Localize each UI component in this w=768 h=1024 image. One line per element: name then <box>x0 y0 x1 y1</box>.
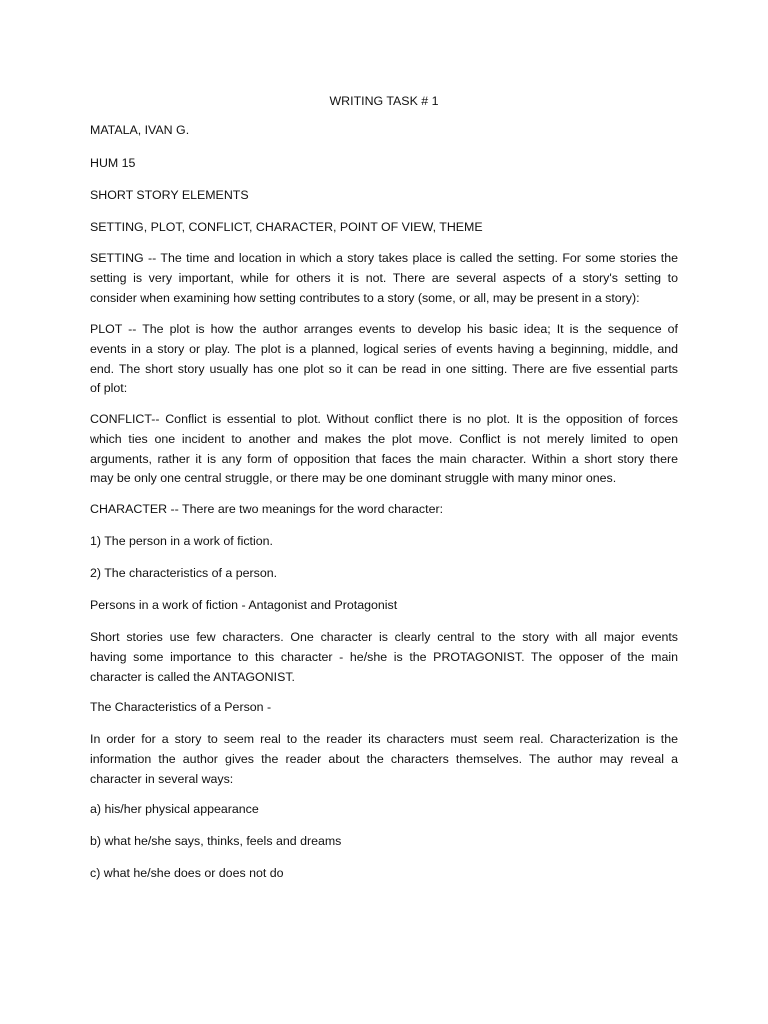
paragraph-line: having some importance to this character - he/she is the PROTAGONIST. The opposer of the main <box>90 649 678 664</box>
paragraph-line: character in several ways: <box>90 771 234 786</box>
persons-heading: Persons in a work of fiction - Antagonist and Protagonist <box>90 598 398 612</box>
paragraph-line: events in a story or play. The plot is a planned, logical series of events having a beginning, middle, and <box>90 341 678 356</box>
paragraph-line: PLOT -- The plot is how the author arranges events to develop his basic idea; It is the sequence of <box>90 322 678 336</box>
paragraph-line: setting is very important, while for others it is not. There are several aspects of a story's setting to <box>90 270 678 285</box>
paragraph-line: end. The short story usually has one plot so it can be read in one sitting. There are five essential parts <box>90 361 678 376</box>
conflict-paragraph <box>90 410 678 489</box>
characteristics-heading: The Characteristics of a Person - <box>90 700 272 714</box>
way-c: c) what he/she does or does not do <box>90 866 284 880</box>
paragraph-line: arguments, rather it is any form of opposition that faces the main character. Within a short story there <box>90 451 678 466</box>
way-a: a) his/her physical appearance <box>90 802 259 816</box>
paragraph-line: character is called the ANTAGONIST. <box>90 669 295 684</box>
course-code: HUM 15 <box>90 156 136 170</box>
character-meaning-1: 1) The person in a work of fiction. <box>90 534 273 548</box>
paragraph-line: CONFLICT-- Conflict is essential to plot. Without conflict there is no plot. It is the opposition of forces <box>90 412 678 426</box>
paragraph-line: may be only one central struggle, or there may be one dominant struggle with many minor ones. <box>90 471 617 486</box>
paragraph-line: Short stories use few characters. One character is clearly central to the story with all major events <box>90 630 678 644</box>
short-stories-paragraph <box>90 628 678 687</box>
paragraph-line: consider when examining how setting contributes to a story (some, or all, may be present in a story): <box>90 290 640 305</box>
paragraph-line: In order for a story to seem real to the reader its characters must seem real. Characterization is the <box>90 732 678 746</box>
topic-heading: SHORT STORY ELEMENTS <box>90 188 249 202</box>
elements-list: SETTING, PLOT, CONFLICT, CHARACTER, POINT OF VIEW, THEME <box>90 220 483 234</box>
way-b: b) what he/she says, thinks, feels and dreams <box>90 834 342 848</box>
plot-paragraph <box>90 320 678 399</box>
setting-paragraph <box>90 249 678 308</box>
author-name: MATALA, IVAN G. <box>90 123 190 137</box>
document-title: WRITING TASK # 1 <box>329 94 439 108</box>
paragraph-line: which ties one incident to another and makes the plot move. Conflict is not merely limited to open <box>90 431 678 446</box>
characterization-paragraph <box>90 730 678 789</box>
paragraph-line: of plot: <box>90 381 128 396</box>
paragraph-line: information the author gives the reader about the characters themselves. The author may reveal a <box>90 751 678 766</box>
paragraph-line: SETTING -- The time and location in which a story takes place is called the setting. For some stories the <box>90 251 678 265</box>
character-meaning-2: 2) The characteristics of a person. <box>90 566 278 580</box>
character-intro: CHARACTER -- There are two meanings for the word character: <box>90 502 444 516</box>
